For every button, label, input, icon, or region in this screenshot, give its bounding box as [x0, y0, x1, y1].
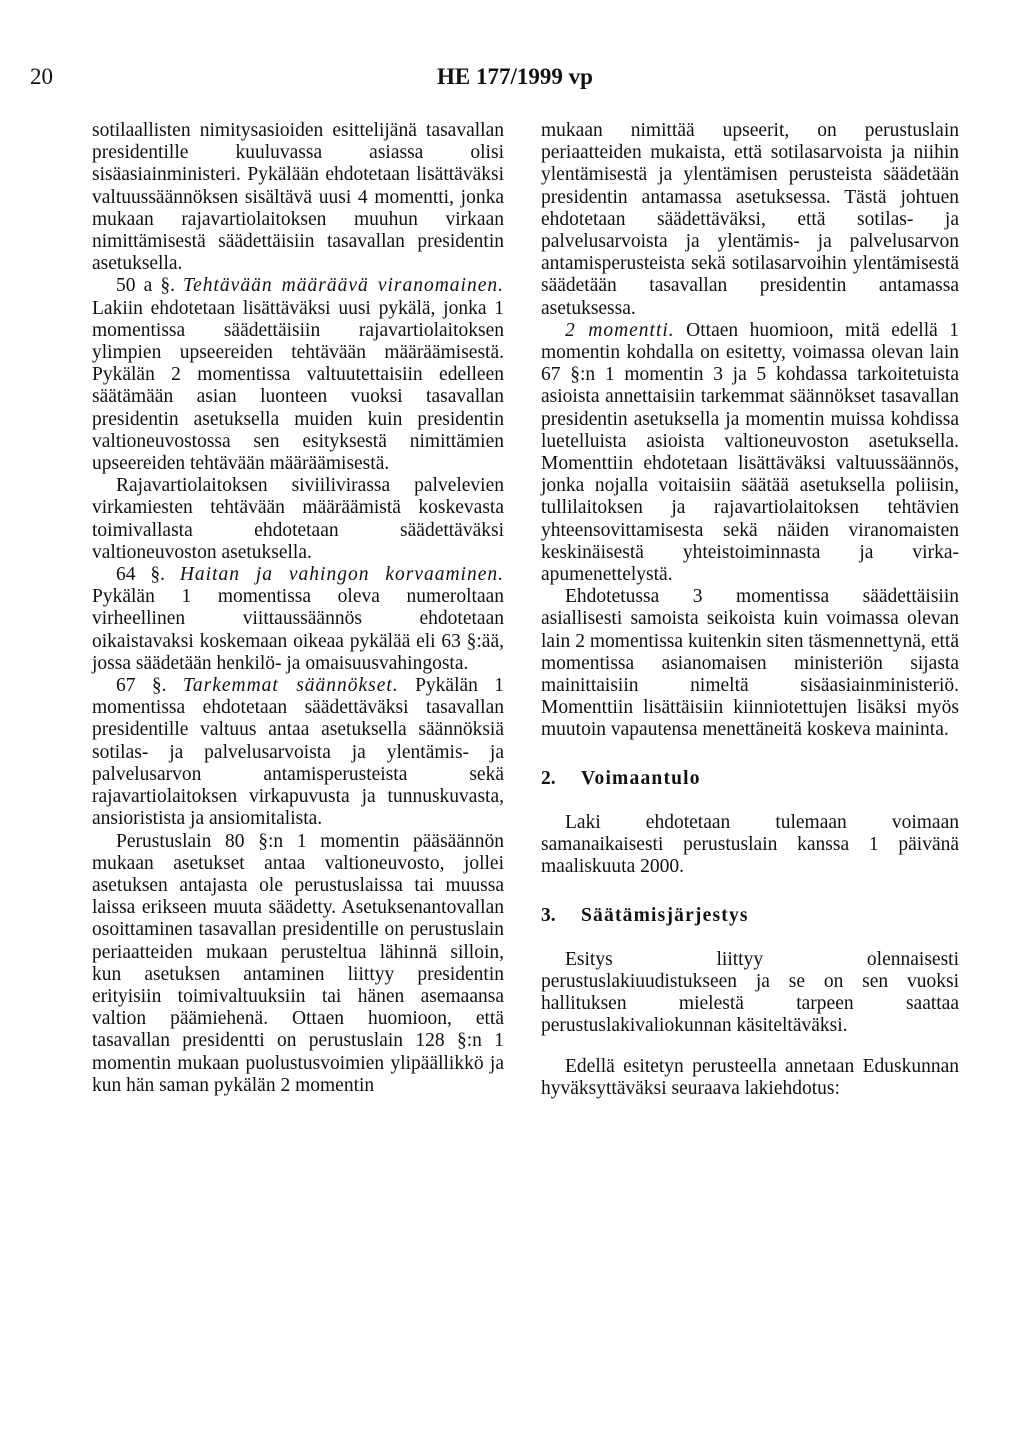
- paragraph-67: [92, 675, 504, 830]
- paragraph-2-momentti: [541, 320, 959, 586]
- paragraph: Esitys liittyy olennaisesti perustuslakiuudistukseen ja se on sen vuoksi hallituksen mielestä tarpeen saattaa perustuslakivaliokunnan käsiteltäväksi.: [541, 948, 959, 1037]
- paragraph-text: Lakiin ehdotetaan lisättäväksi uusi pykälä, jonka 1 momentissa säädettäisiin rajavartiolaitoksen ylimpien upseereiden tehtävään määräämisestä. Pykälän 2 momentissa valtuutettaisiin edelleen säätämään asian luonteen vuoksi tasavallan presidentin asetuksella muiden kuin presidentin valtioneuvostossa sen esityksestä nimittämien upseereiden tehtävään määräämisestä.: [92, 297, 504, 475]
- section-heading-saatamisjarjestys: [541, 905, 959, 927]
- left-column: [92, 120, 504, 1097]
- paragraph: Ehdotetussa 3 momentissa säädettäisiin asiallisesti samoista seikoista kuin voimassa olevan lain 2 momentissa kuitenkin siten täsmennettynä, että momentissa asianomaisen ministeriön sijasta mainittaisiin nimeltä sisäasiainministeriö. Momenttiin lisättäisiin kiinniotettujen lisäksi myös muutoin vapautensa menettäneitä koskeva maininta.: [541, 586, 959, 741]
- running-head: HE 177/1999 vp: [437, 64, 593, 89]
- page-number: 20: [30, 64, 53, 89]
- section-number: 3.: [541, 904, 556, 926]
- paragraph: Perustuslain 80 §:n 1 momentin pääsäännön mukaan asetukset antaa valtioneuvosto, jollei asetuksen antajasta ole perustuslaissa tai muussa laissa erikseen muuta säädetty. Asetuksenantovallan osoittaminen tasavallan presidentille on perustuslain periaatteiden mukaan perusteltua lähinnä silloin, kun asetuksen antaminen liittyy presidentin erityisiin toimivaltuuksiin tai hänen asemaansa valtion päämiehenä. Ottaen huomioon, että tasavallan presidentti on perustuslain 128 §:n 1 momentin mukaan puolustusvoimien ylipäällikkö ja kun hän saman pykälän 2 momentin: [92, 830, 504, 1096]
- section-label: 50 a §.: [116, 275, 175, 297]
- paragraph-text: Pykälän 1 momentissa oleva numeroltaan virheellinen viittaussäännös ehdotetaan oikaistavaksi koskemaan oikeaa pykälää eli 63 §:ää, jossa säädetään henkilö- ja omaisuusvahingosta.: [92, 586, 504, 674]
- section-title: Säätämisjärjestys: [581, 904, 749, 926]
- paragraph-50a: [92, 275, 504, 475]
- closing-paragraph: Edellä esitetyn perusteella annetaan Eduskunnan hyväksyttäväksi seuraava lakiehdotus:: [541, 1055, 959, 1099]
- subsection-title: 2 momentti.: [565, 319, 675, 341]
- spacer: [541, 1038, 959, 1056]
- paragraph-64: [92, 564, 504, 675]
- section-number: 2.: [541, 767, 556, 789]
- paragraph-text: Pykälän 1 momentissa ehdotetaan säädettäväksi tasavallan presidentille valtuus antaa asetuksella säännöksiä sotilas- ja palvelusarvoista ja ylentämis- ja palvelusarvon antamisperusteista sekä rajavartiolaitoksen virkapuvusta ja tunnuskuvasta, ansioristista ja ansiomitalista.: [92, 675, 504, 830]
- section-title: Tarkemmat säännökset.: [182, 675, 399, 697]
- section-heading-voimaantulo: [541, 768, 959, 790]
- paragraph-text: Ottaen huomioon, mitä edellä 1 momentin kohdalla on esitetty, voimassa olevan lain 67 §:n 1 momentin 3 ja 5 kohdassa tarkoitetuista asioista annettaisiin tarkemmat säännökset tasavallan presidentin asetuksella ja momentin muissa kohdissa luetelluista asioista valtioneuvoston asetuksella. Momenttiin ehdotetaan lisättäväksi valtuussäännös, jonka nojalla voitaisiin säätää asetuksella poliisin, tullilaitoksen ja rajavartiolaitoksen tehtävien yhteensovittamisesta sekä näiden viranomaisten keskinäisestä yhteistoiminnasta ja virka-apumenettelystä.: [541, 319, 959, 586]
- paragraph: sotilaallisten nimitysasioiden esittelijänä tasavallan presidentille kuuluvassa asiassa olisi sisäasiainministeri. Pykälään ehdotetaan lisättäväksi valtuussäännöksen sisältävä uusi 4 momentti, jonka mukaan rajavartiolaitoksen muuhun virkaan nimittämisestä säädettäisiin tasavallan presidentin asetuksella.: [92, 120, 504, 275]
- section-title: Haitan ja vahingon korvaaminen.: [179, 564, 504, 586]
- section-title: Voimaantulo: [581, 767, 701, 789]
- section-label: 67 §.: [116, 675, 167, 697]
- section-label: 64 §.: [116, 564, 165, 586]
- section-title: Tehtävään määräävä viranomainen.: [183, 275, 505, 297]
- paragraph: mukaan nimittää upseerit, on perustuslain periaatteiden mukaista, että sotilasarvoista ja niihin ylentämisestä ja ylentämisen perusteista säädetään presidentin antamassa asetuksessa. Tästä johtuen ehdotetaan säädettäväksi, että sotilas- ja palvelusarvoista ja ylentämis- ja palvelusarvon antamisperusteista sekä sotilasarvoihin ylentämisestä säädetään tasavallan presidentin antamassa asetuksessa.: [541, 120, 959, 319]
- paragraph: Laki ehdotetaan tulemaan voimaan samanaikaisesti perustuslain kanssa 1 päivänä maaliskuuta 2000.: [541, 811, 959, 878]
- paragraph: Rajavartiolaitoksen siviilivirassa palvelevien virkamiesten tehtävään määräämistä koskevasta toimivallasta ehdotetaan säädettäväksi valtioneuvoston asetuksella.: [92, 475, 504, 563]
- right-column: [541, 120, 959, 1100]
